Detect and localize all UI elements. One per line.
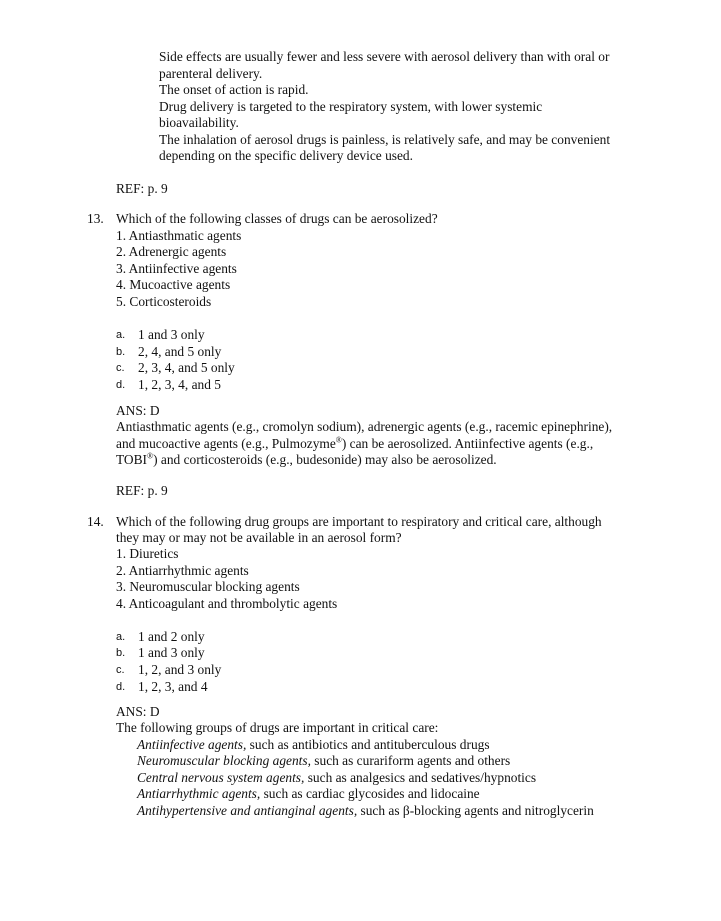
choice-letter: a. (116, 631, 126, 643)
numbered-item: 1. Antiasthmatic agents (116, 228, 242, 243)
intro-line: Side effects are usually fewer and less severe with aerosol delivery than with oral or (159, 49, 610, 64)
drug-group-desc: such as β-blocking agents and nitroglycerin (357, 803, 594, 818)
numbered-item: 5. Corticosteroids (116, 294, 212, 309)
drug-group-line (137, 803, 594, 820)
question-text: Which of the following drug groups are important to respiratory and critical care, although (116, 514, 602, 529)
question-text: Which of the following classes of drugs can be aerosolized? (116, 211, 438, 226)
drug-group-desc: such as curariform agents and others (310, 753, 511, 768)
reference: REF: p. 9 (116, 181, 168, 196)
choice-letter: b. (116, 647, 126, 659)
intro-line: depending on the specific delivery device used. (159, 148, 413, 163)
reference: REF: p. 9 (116, 483, 168, 498)
explanation-line: Antiasthmatic agents (e.g., cromolyn sodium), adrenergic agents (e.g., racemic epinephrine), (116, 419, 613, 434)
numbered-item: 4. Anticoagulant and thrombolytic agents (116, 596, 338, 611)
numbered-item: 2. Antiarrhythmic agents (116, 563, 249, 578)
drug-group-name: Central nervous system agents, (137, 770, 305, 785)
drug-group-line (137, 753, 510, 770)
choice-letter: c. (116, 664, 125, 676)
choice-letter: d. (116, 379, 126, 391)
numbered-item: 3. Antiinfective agents (116, 261, 237, 276)
choice-text: 1 and 3 only (138, 327, 205, 342)
drug-group-desc: such as analgesics and sedatives/hypnotics (304, 770, 537, 785)
choice-text: 1 and 2 only (138, 629, 205, 644)
explanation-intro: The following groups of drugs are important in critical care: (116, 720, 439, 735)
choice-letter: b. (116, 346, 126, 358)
choice-text: 1, 2, and 3 only (138, 662, 222, 677)
explanation-text: ) and corticosteroids (e.g., budesonide) may also be aerosolized. (153, 452, 497, 467)
explanation-line (116, 436, 593, 453)
choice-text: 1 and 3 only (138, 645, 205, 660)
choice-letter: c. (116, 362, 125, 374)
drug-group-desc: such as antibiotics and antituberculous drugs (246, 737, 490, 752)
explanation-line (116, 452, 497, 469)
numbered-item: 2. Adrenergic agents (116, 244, 227, 259)
intro-line: Drug delivery is targeted to the respiratory system, with lower systemic (159, 99, 543, 114)
intro-line: bioavailability. (159, 115, 239, 130)
answer-key: ANS: D (116, 403, 160, 418)
choice-text: 1, 2, 3, 4, and 5 (138, 377, 221, 392)
drug-group-name: Antihypertensive and antianginal agents, (137, 803, 358, 818)
answer-key: ANS: D (116, 704, 160, 719)
question-number: 14. (87, 514, 104, 529)
choice-text: 1, 2, 3, and 4 (138, 679, 208, 694)
question-number: 13. (87, 211, 104, 226)
drug-group-desc: such as cardiac glycosides and lidocaine (260, 786, 480, 801)
choice-letter: a. (116, 329, 126, 341)
drug-group-line (137, 786, 480, 803)
drug-group-name: Antiinfective agents, (137, 737, 247, 752)
numbered-item: 1. Diuretics (116, 546, 179, 561)
explanation-text: and mucoactive agents (e.g., Pulmozyme (116, 436, 336, 451)
question-text: they may or may not be available in an aerosol form? (116, 530, 402, 545)
drug-group-name: Neuromuscular blocking agents, (137, 753, 311, 768)
registered-mark: ® (335, 435, 342, 445)
intro-line: The inhalation of aerosol drugs is painless, is relatively safe, and may be convenient (159, 132, 611, 147)
drug-group-name: Antiarrhythmic agents, (137, 786, 261, 801)
choice-letter: d. (116, 681, 126, 693)
choice-text: 2, 3, 4, and 5 only (138, 360, 235, 375)
intro-line: The onset of action is rapid. (159, 82, 309, 97)
numbered-item: 4. Mucoactive agents (116, 277, 231, 292)
registered-mark: ® (147, 451, 154, 461)
drug-group-line (137, 737, 490, 754)
intro-line: parenteral delivery. (159, 66, 263, 81)
drug-group-line (137, 770, 536, 787)
explanation-text: ) can be aerosolized. Antiinfective agents (e.g., (341, 436, 594, 451)
choice-text: 2, 4, and 5 only (138, 344, 222, 359)
explanation-text: TOBI (116, 452, 147, 467)
numbered-item: 3. Neuromuscular blocking agents (116, 579, 300, 594)
